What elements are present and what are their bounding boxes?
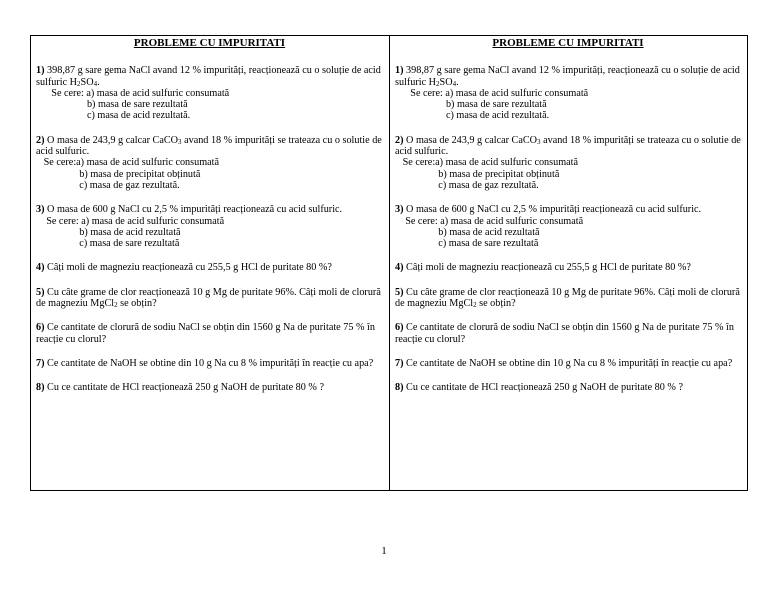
subscript: 4 [93, 79, 98, 88]
problem-number: 5) [36, 286, 45, 298]
requirement-line: b) masa de acid rezultată [395, 226, 540, 238]
problem-text: Cu câte grame de clor reacționează 10 g Mg de puritate 96%. Câți moli de clorură de magneziu MgCl [395, 286, 740, 310]
problem-text: Câți moli de magneziu reacționează cu 255,5 g HCl de puritate 80 %? [44, 262, 332, 274]
problem-number: 8) [395, 382, 404, 394]
problem-text: Cu câte grame de clor reacționează 10 g Mg de puritate 96%. Câți moli de clorură de magneziu MgCl [36, 286, 381, 310]
problem-1 [395, 65, 741, 121]
requirement-line: b) masa de precipitat obținută [36, 168, 201, 180]
problem-4 [36, 262, 383, 273]
problem-number: 7) [36, 357, 45, 369]
problem-number: 4) [395, 262, 404, 274]
problem-text: 398,87 g sare gema NaCl avand 12 % impurități, reacționează cu o soluție de acid sulfuric H [36, 65, 381, 88]
worksheet-title: PROBLEME CU IMPURITATI [133, 37, 286, 49]
requirement-line: Se cere: a) masa de acid sulfuric consumată [36, 215, 225, 227]
problem-text: Ce cantitate de clorură de sodiu NaCl se obțin din 1560 g Na de puritate 75 % în reacție cu clorul? [395, 322, 734, 345]
problem-text: SO [439, 76, 453, 88]
subscript: 2 [473, 301, 477, 310]
problem-4 [395, 262, 741, 273]
problem-number: 7) [395, 357, 404, 369]
problem-6 [36, 322, 383, 345]
worksheet-table [30, 35, 748, 491]
problem-text: O masa de 600 g NaCl cu 2,5 % impurități reacționează cu acid sulfuric. [403, 204, 702, 216]
problem-number: 1) [395, 65, 404, 77]
subscript: 2 [77, 79, 81, 88]
requirement-line: c) masa de acid rezultată. [395, 110, 550, 122]
problem-number: 4) [36, 262, 45, 274]
problem-text: O masa de 243,9 g calcar CaCO [44, 134, 179, 146]
problem-8 [395, 382, 741, 393]
requirement-line: b) masa de sare rezultată [36, 99, 188, 111]
problem-text: SO [80, 76, 94, 88]
page-number: 1 [381, 545, 387, 557]
subscript: 3 [178, 137, 182, 146]
problem-number: 6) [36, 322, 45, 334]
problem-7 [395, 358, 741, 369]
problem-text: Câți moli de magneziu reacționează cu 255,5 g HCl de puritate 80 %? [403, 262, 691, 274]
requirement-line: c) masa de acid rezultată. [36, 110, 191, 122]
subscript: 4 [452, 79, 457, 88]
column-right [389, 36, 747, 490]
problem-text: Cu ce cantitate de HCl reacționează 250 g NaOH de puritate 80 % ? [44, 382, 324, 394]
problem-number: 8) [36, 382, 45, 394]
subscript: 2 [114, 301, 118, 310]
problem-text: O masa de 243,9 g calcar CaCO [403, 134, 538, 146]
problem-6 [395, 322, 741, 345]
requirement-line: Se cere:a) masa de acid sulfuric consumată [36, 157, 220, 169]
problem-text: . [456, 76, 459, 88]
problem-3 [395, 204, 741, 249]
problem-text: se obțin? [117, 298, 157, 310]
problem-text: Ce cantitate de clorură de sodiu NaCl se obțin din 1560 g Na de puritate 75 % în reacție cu clorul? [36, 322, 375, 345]
problem-8 [36, 382, 383, 393]
requirement-line: Se cere: a) masa de acid sulfuric consumată [36, 87, 230, 99]
problem-text: Ce cantitate de NaOH se obtine din 10 g Na cu 8 % impurități în reacție cu apa? [44, 357, 374, 369]
problem-number: 5) [395, 286, 404, 298]
problem-5 [36, 287, 383, 310]
subscript: 3 [537, 137, 541, 146]
problem-number: 6) [395, 322, 404, 334]
requirement-line: Se cere:a) masa de acid sulfuric consumată [395, 157, 579, 169]
problem-number: 3) [36, 204, 45, 216]
problem-number: 2) [395, 134, 404, 146]
problem-1 [36, 65, 383, 121]
problem-text: Ce cantitate de NaOH se obtine din 10 g Na cu 8 % impurități în reacție cu apa? [403, 357, 733, 369]
problem-2 [36, 135, 383, 191]
problem-2 [395, 135, 741, 191]
problem-text: O masa de 600 g NaCl cu 2,5 % impurități reacționează cu acid sulfuric. [44, 204, 343, 216]
requirement-line: b) masa de precipitat obținută [395, 168, 560, 180]
worksheet-title: PROBLEME CU IMPURITATI [492, 37, 644, 49]
problem-text: . [97, 76, 100, 88]
problem-text: avand 18 % impurități se trateaza cu o solutie de acid sulfuric. [395, 134, 741, 158]
problem-number: 1) [36, 65, 45, 77]
requirement-line: b) masa de sare rezultată [395, 99, 547, 111]
requirement-line: b) masa de acid rezultată [36, 226, 181, 238]
problem-5 [395, 287, 741, 310]
requirement-line: Se cere: a) masa de acid sulfuric consumată [395, 87, 589, 99]
requirement-line: c) masa de sare rezultată [395, 238, 539, 250]
problem-text: Cu ce cantitate de HCl reacționează 250 g NaOH de puritate 80 % ? [403, 382, 683, 394]
requirement-line: c) masa de gaz rezultată. [36, 179, 180, 191]
problem-text: se obțin? [476, 298, 516, 310]
subscript: 2 [436, 79, 440, 88]
problem-number: 3) [395, 204, 404, 216]
problem-number: 2) [36, 134, 45, 146]
requirement-line: Se cere: a) masa de acid sulfuric consumată [395, 215, 584, 227]
requirement-line: c) masa de sare rezultată [36, 238, 180, 250]
requirement-line: c) masa de gaz rezultată. [395, 179, 539, 191]
problem-text: avand 18 % impurități se trateaza cu o solutie de acid sulfuric. [36, 134, 382, 158]
column-left [31, 36, 389, 490]
problem-text: 398,87 g sare gema NaCl avand 12 % impurități, reacționează cu o soluție de acid sulfuric H [395, 65, 740, 88]
problem-7 [36, 358, 383, 369]
problem-3 [36, 204, 383, 249]
